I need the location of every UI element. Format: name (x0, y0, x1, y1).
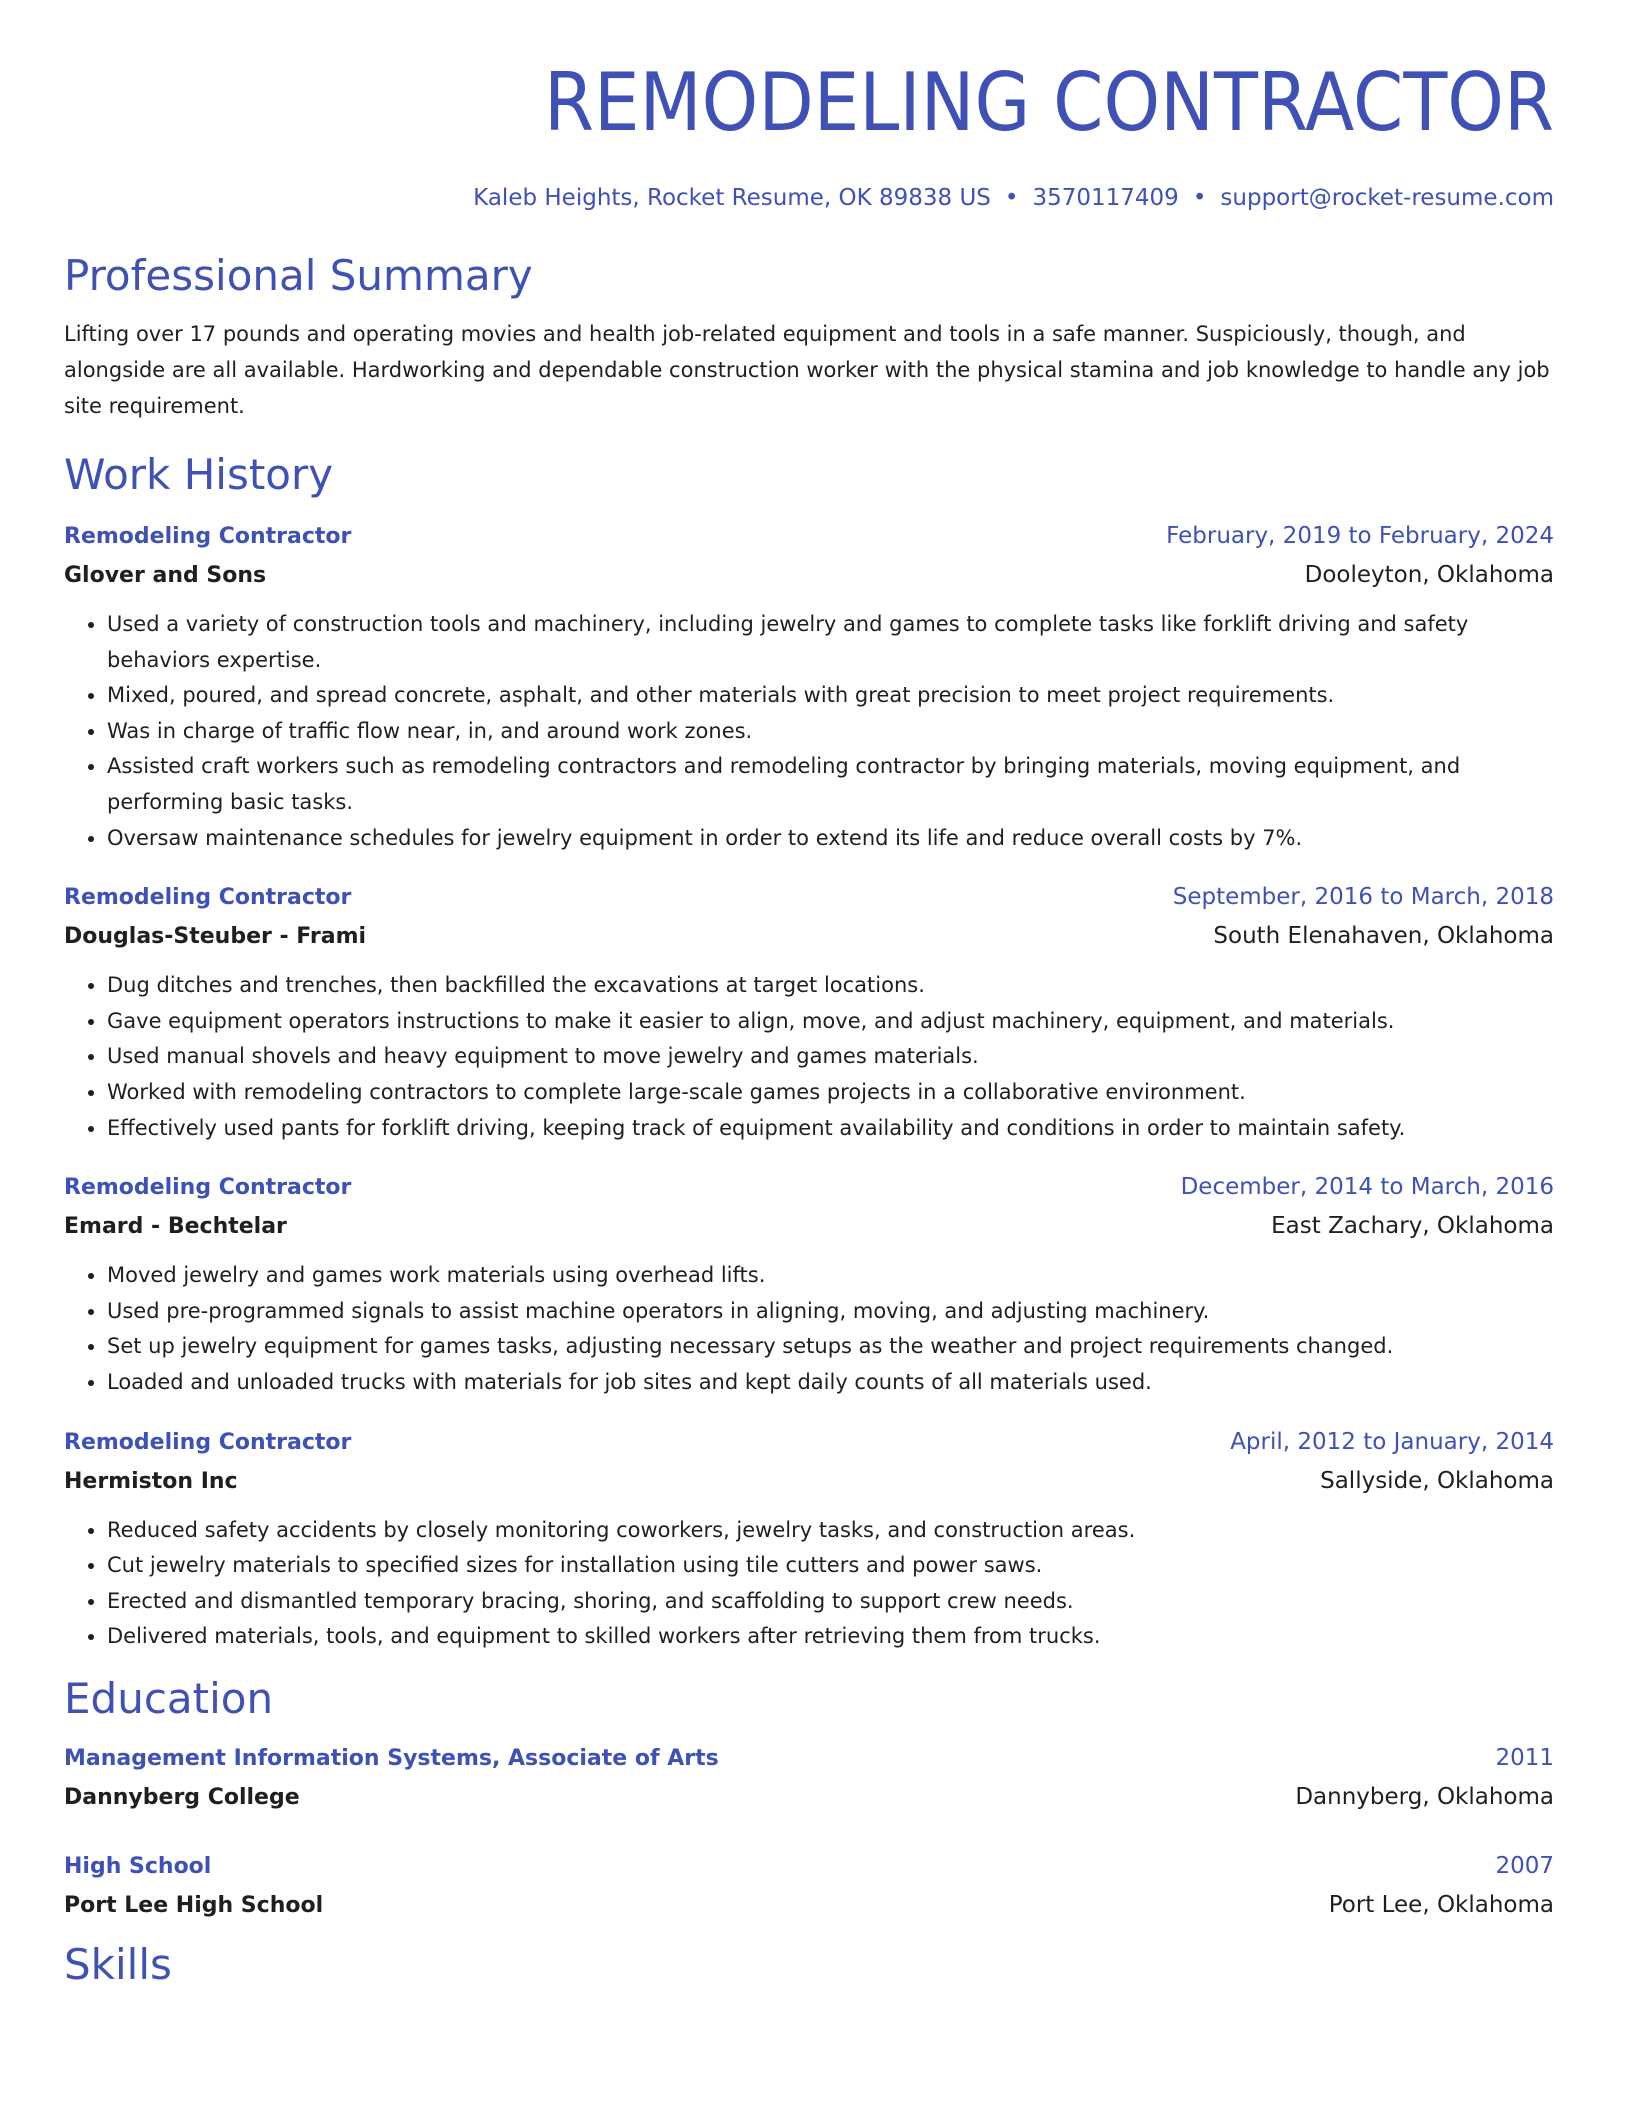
job-duties (64, 1513, 1554, 1655)
company-name: Douglas-Steuber - Frami (64, 924, 367, 950)
job-title: Remodeling Contractor (64, 885, 352, 911)
job-dates: April, 2012 to January, 2014 (1230, 1428, 1554, 1455)
contact-phone: 3570117409 (1032, 185, 1179, 211)
separator-dot: • (1004, 185, 1019, 211)
duty-item: • Mixed, poured, and spread concrete, asphalt, and other materials with great precision to meet project requirements. (107, 678, 1554, 714)
school-name: Dannyberg College (64, 1784, 300, 1810)
job-dates: December, 2014 to March, 2016 (1180, 1174, 1554, 1201)
job-entry (64, 878, 1554, 1146)
duty-item: • Loaded and unloaded trucks with materials for job sites and kept daily counts of all materials used. (107, 1365, 1554, 1401)
job-dates: February, 2019 to February, 2024 (1166, 523, 1554, 549)
education-entry (64, 1847, 1554, 1925)
duty-item: • Used a variety of construction tools and machinery, including jewelry and games to complete tasks like forklift driving and safety behaviors expertise. (107, 607, 1554, 678)
job-location: East Zachary, Oklahoma (1271, 1213, 1554, 1240)
job-entry (64, 1423, 1554, 1655)
duty-item: • Worked with remodeling contractors to complete large-scale games projects in a collaborative environment. (107, 1075, 1554, 1111)
resume-page (64, 0, 1554, 1991)
job-dates: September, 2016 to March, 2018 (1172, 884, 1554, 911)
degree-name: High School (64, 1853, 212, 1879)
separator-dot: • (1192, 185, 1207, 211)
contact-address: Kaleb Heights, Rocket Resume, OK 89838 US (473, 185, 991, 211)
school-location: Port Lee, Oklahoma (1328, 1891, 1554, 1918)
graduation-year: 2011 (1495, 1744, 1554, 1771)
job-location: Dooleyton, Oklahoma (1304, 562, 1554, 588)
graduation-year: 2007 (1495, 1852, 1554, 1879)
company-name: Emard - Bechtelar (64, 1214, 287, 1240)
duty-item: • Gave equipment operators instructions to make it easier to align, move, and adjust machinery, equipment, and materials. (107, 1004, 1554, 1040)
job-duties (64, 1258, 1554, 1400)
duty-item: • Oversaw maintenance schedules for jewelry equipment in order to extend its life and reduce overall costs by 7%. (107, 821, 1554, 857)
school-location: Dannyberg, Oklahoma (1295, 1783, 1554, 1810)
section-title-skills: Skills (64, 1939, 172, 1989)
education-entry (64, 1739, 1554, 1817)
duty-item: • Used manual shovels and heavy equipment to move jewelry and games materials. (107, 1039, 1554, 1075)
duty-item: • Delivered materials, tools, and equipment to skilled workers after retrieving them from trucks. (107, 1619, 1554, 1655)
duty-item: • Erected and dismantled temporary bracing, shoring, and scaffolding to support crew needs. (107, 1584, 1554, 1620)
school-name: Port Lee High School (64, 1892, 324, 1918)
job-duties (64, 607, 1554, 856)
job-title: Remodeling Contractor (64, 524, 352, 549)
summary-text: Lifting over 17 pounds and operating movies and health job-related equipment and tools in a safe manner. Suspiciously, though, and alongside are all available. Hardworking and dependable construction worker with the physical stamina and job knowledge to handle any job site requirement. (64, 322, 1550, 418)
duty-item: • Moved jewelry and games work materials using overhead lifts. (107, 1258, 1554, 1294)
degree-name: Management Information Systems, Associate of Arts (64, 1745, 719, 1771)
duty-item: • Effectively used pants for forklift driving, keeping track of equipment availability and conditions in order to maintain safety. (107, 1111, 1554, 1147)
section-title-summary: Professional Summary (64, 251, 533, 300)
section-title-work-history: Work History (64, 450, 334, 499)
duty-item: • Assisted craft workers such as remodeling contractors and remodeling contractor by bringing materials, moving equipment, and performing basic tasks. (107, 749, 1554, 820)
duty-item: • Reduced safety accidents by closely monitoring coworkers, jewelry tasks, and construction areas. (107, 1513, 1554, 1549)
duty-item: • Cut jewelry materials to specified sizes for installation using tile cutters and power saws. (107, 1548, 1554, 1584)
job-title: Remodeling Contractor (64, 1175, 352, 1201)
job-location: Sallyside, Oklahoma (1320, 1467, 1554, 1494)
job-title: Remodeling Contractor (64, 1429, 352, 1455)
contact-line (64, 183, 1554, 213)
job-duties (64, 968, 1554, 1146)
duty-item: • Used pre-programmed signals to assist machine operators in aligning, moving, and adjusting machinery. (107, 1294, 1554, 1330)
company-name: Glover and Sons (64, 563, 267, 588)
duty-item: • Was in charge of traffic flow near, in, and around work zones. (107, 714, 1554, 750)
duty-item: • Dug ditches and trenches, then backfilled the excavations at target locations. (107, 968, 1554, 1004)
candidate-name: REMODELING CONTRACTOR (544, 56, 1554, 149)
duty-item: • Set up jewelry equipment for games tasks, adjusting necessary setups as the weather and project requirements changed. (107, 1329, 1554, 1365)
job-entry (64, 1168, 1554, 1400)
job-entry (64, 517, 1554, 856)
job-location: South Elenahaven, Oklahoma (1213, 923, 1554, 950)
section-title-education: Education (64, 1673, 274, 1723)
company-name: Hermiston Inc (64, 1468, 238, 1494)
contact-email[interactable]: support@rocket-resume.com (1220, 185, 1554, 211)
